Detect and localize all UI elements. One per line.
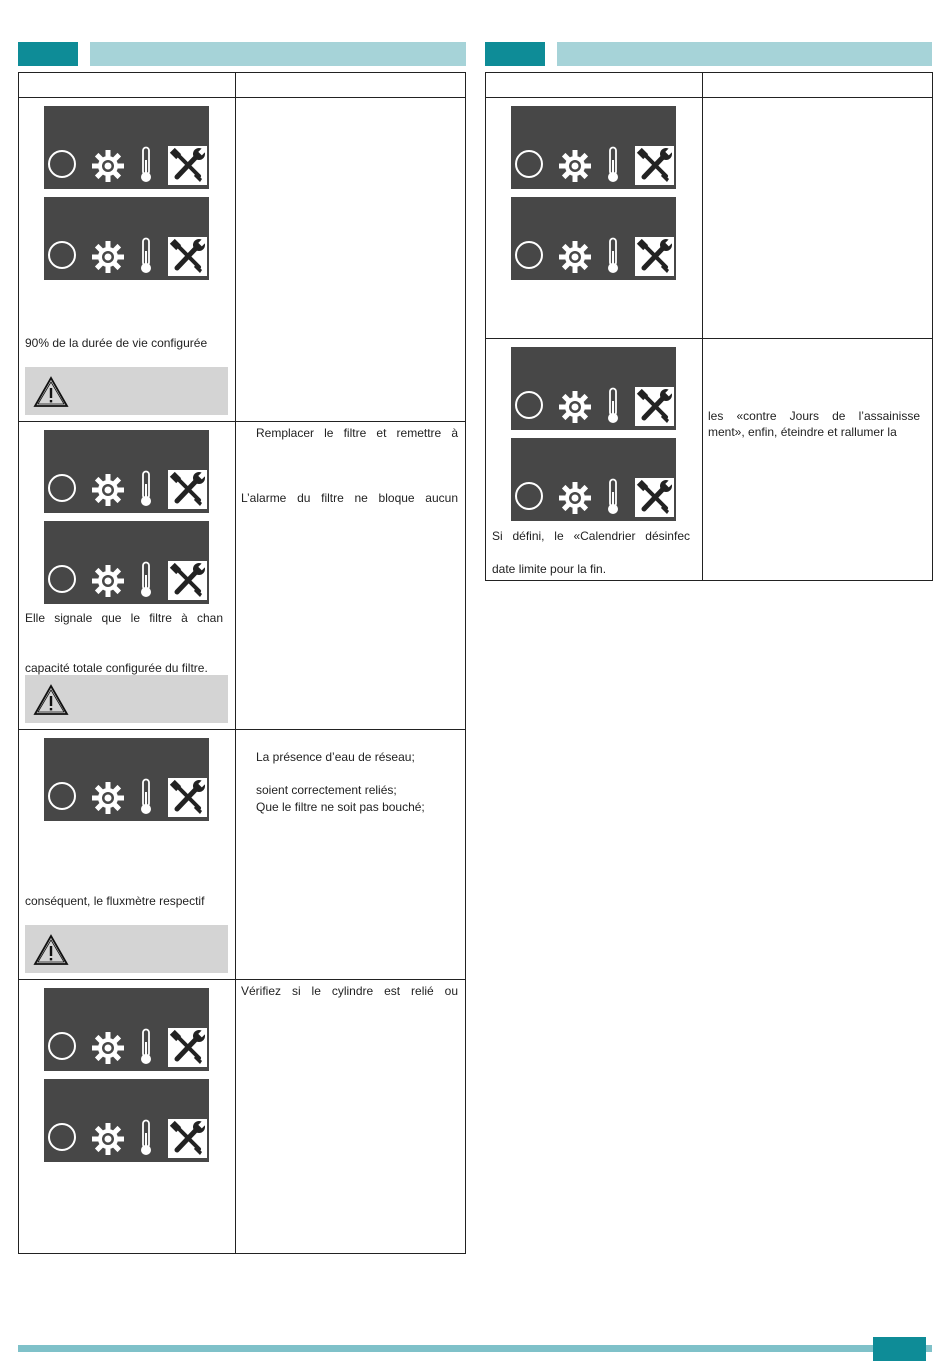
column-divider bbox=[702, 73, 703, 580]
table-header-row bbox=[486, 73, 932, 97]
gear-icon bbox=[558, 240, 592, 274]
gear-icon bbox=[91, 240, 125, 274]
header-block-right-light bbox=[557, 42, 932, 66]
tools-icon bbox=[168, 470, 207, 509]
display-panel bbox=[511, 106, 676, 189]
gear-icon bbox=[91, 564, 125, 598]
right-row2-left-text-2: date limite pour la fin. bbox=[492, 562, 607, 576]
thermometer-icon bbox=[139, 470, 153, 508]
header-block-right-dark bbox=[485, 42, 545, 66]
circle-icon bbox=[48, 565, 76, 593]
display-panel bbox=[44, 988, 209, 1071]
gear-icon bbox=[91, 1122, 125, 1156]
thermometer-icon bbox=[139, 561, 153, 599]
circle-icon bbox=[48, 1123, 76, 1151]
tools-icon bbox=[168, 778, 207, 817]
display-panel bbox=[511, 438, 676, 521]
thermometer-icon bbox=[606, 237, 620, 275]
display-panel bbox=[44, 197, 209, 280]
table-row bbox=[19, 729, 465, 730]
table-row bbox=[486, 338, 932, 339]
table-row bbox=[19, 421, 465, 422]
table-row bbox=[19, 97, 465, 98]
thermometer-icon bbox=[606, 478, 620, 516]
header-block-left-dark bbox=[18, 42, 78, 66]
row2-right-text-1: Remplacer le filtre et remettre à bbox=[256, 426, 458, 440]
display-panel bbox=[44, 521, 209, 604]
circle-icon bbox=[515, 241, 543, 269]
footer-page-block bbox=[873, 1337, 926, 1361]
gear-icon bbox=[558, 390, 592, 424]
gear-icon bbox=[558, 481, 592, 515]
row2-right-text-2: L’alarme du filtre ne bloque aucun bbox=[241, 491, 458, 505]
gear-icon bbox=[91, 149, 125, 183]
thermometer-icon bbox=[139, 237, 153, 275]
tools-icon bbox=[635, 237, 674, 276]
gear-icon bbox=[91, 781, 125, 815]
tools-icon bbox=[168, 1119, 207, 1158]
warning-icon bbox=[33, 934, 69, 966]
right-row2-left-text-1: Si défini, le «Calendrier désinfec bbox=[492, 529, 690, 543]
warning-box bbox=[25, 675, 228, 723]
row3-right-text-2: soient correctement reliés; bbox=[256, 783, 397, 797]
row2-left-text-2: capacité totale configurée du filtre. bbox=[25, 661, 208, 675]
gear-icon bbox=[91, 473, 125, 507]
circle-icon bbox=[48, 241, 76, 269]
table-header-row bbox=[19, 73, 465, 97]
gear-icon bbox=[91, 1031, 125, 1065]
column-divider bbox=[235, 73, 236, 1253]
thermometer-icon bbox=[606, 146, 620, 184]
tools-icon bbox=[168, 146, 207, 185]
tools-icon bbox=[168, 237, 207, 276]
footer-line bbox=[18, 1345, 932, 1352]
thermometer-icon bbox=[139, 146, 153, 184]
display-panel bbox=[511, 197, 676, 280]
header-block-left-light bbox=[90, 42, 466, 66]
warning-icon bbox=[33, 684, 69, 716]
tools-icon bbox=[168, 1028, 207, 1067]
circle-icon bbox=[48, 782, 76, 810]
row4-right-text-1: Vérifiez si le cylindre est relié ou bbox=[241, 984, 458, 998]
right-row2-right-text-2: ment», enfin, éteindre et rallumer la bbox=[708, 425, 897, 439]
thermometer-icon bbox=[606, 387, 620, 425]
circle-icon bbox=[48, 1032, 76, 1060]
tools-icon bbox=[635, 387, 674, 426]
circle-icon bbox=[515, 482, 543, 510]
thermometer-icon bbox=[139, 1028, 153, 1066]
display-panel bbox=[44, 738, 209, 821]
warning-box bbox=[25, 925, 228, 973]
gear-icon bbox=[558, 149, 592, 183]
thermometer-icon bbox=[139, 1119, 153, 1157]
row1-left-text: 90% de la durée de vie configurée bbox=[25, 336, 208, 350]
tools-icon bbox=[168, 561, 207, 600]
display-panel bbox=[511, 347, 676, 430]
warning-icon bbox=[33, 376, 69, 408]
display-panel bbox=[44, 106, 209, 189]
table-row bbox=[486, 97, 932, 98]
table-row bbox=[19, 979, 465, 980]
circle-icon bbox=[515, 391, 543, 419]
row3-right-text-3: Que le filtre ne soit pas bouché; bbox=[256, 800, 425, 814]
display-panel bbox=[44, 1079, 209, 1162]
right-row2-right-text-1: les «contre Jours de l’assainisse bbox=[708, 409, 920, 423]
row2-left-text-1: Elle signale que le filtre à chan bbox=[25, 611, 223, 625]
tools-icon bbox=[635, 478, 674, 517]
row3-right-text-1: La présence d’eau de réseau; bbox=[256, 750, 415, 764]
thermometer-icon bbox=[139, 778, 153, 816]
circle-icon bbox=[48, 474, 76, 502]
circle-icon bbox=[48, 150, 76, 178]
display-panel bbox=[44, 430, 209, 513]
tools-icon bbox=[635, 146, 674, 185]
warning-box bbox=[25, 367, 228, 415]
circle-icon bbox=[515, 150, 543, 178]
row3-left-text-1: conséquent, le fluxmètre respectif bbox=[25, 894, 205, 908]
